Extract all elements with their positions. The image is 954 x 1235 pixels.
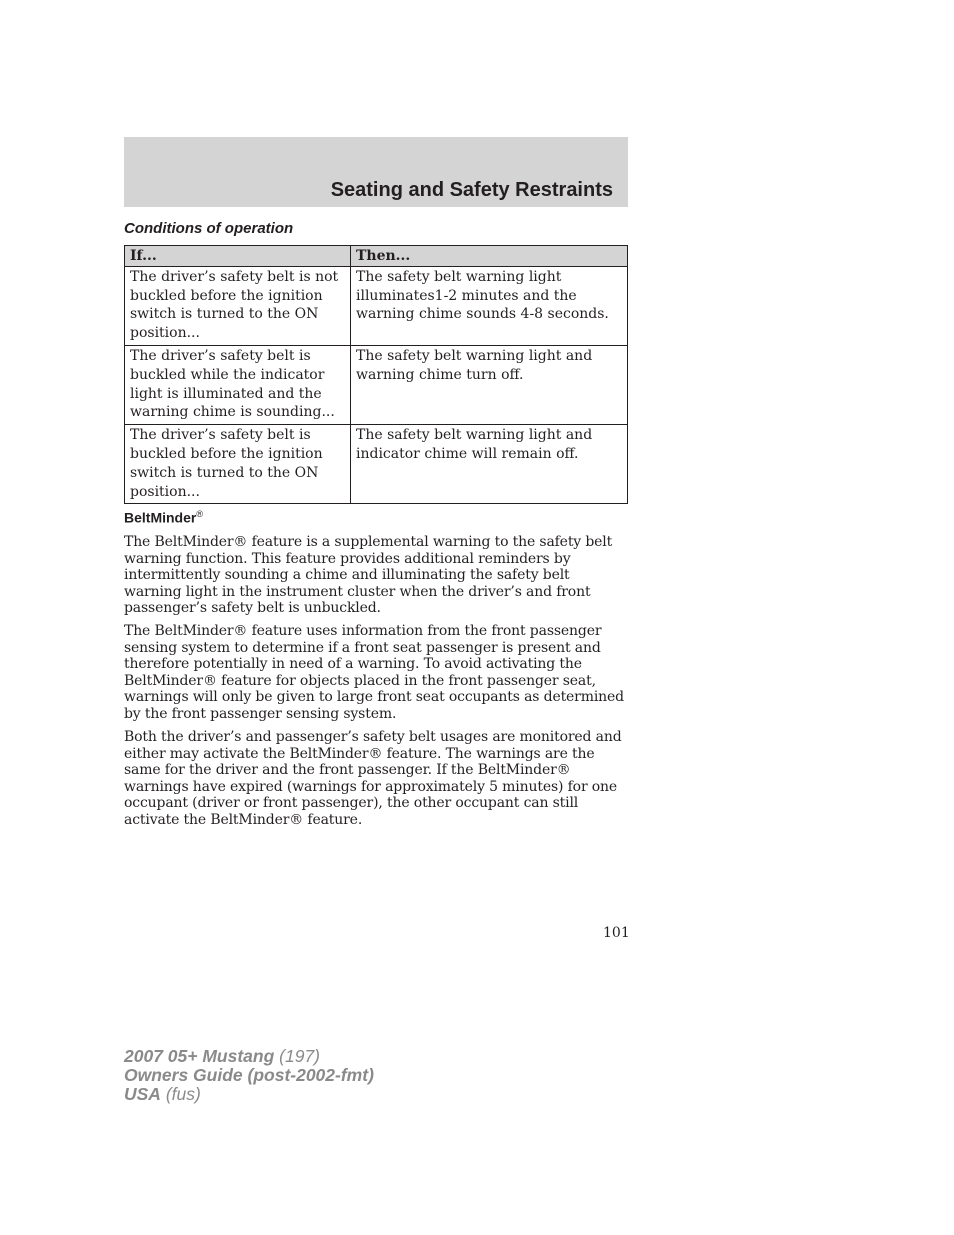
table-cell-if: The driver’s safety belt is not buckled before the ignition switch is turned to the ON position...	[125, 266, 351, 345]
column-header-then: Then...	[351, 246, 628, 267]
section-title: Seating and Safety Restraints	[330, 179, 613, 201]
table-cell-if: The driver’s safety belt is buckled before the ignition switch is turned to the ON position...	[125, 425, 351, 504]
table-cell-if: The driver’s safety belt is buckled while the indicator light is illuminated and the warning chime is sounding...	[125, 345, 351, 424]
table-cell-then: The safety belt warning light illuminates1-2 minutes and the warning chime sounds 4-8 seconds.	[351, 266, 628, 345]
table-header-row	[125, 246, 628, 267]
document-footer	[124, 1047, 374, 1104]
footer-line-3	[124, 1085, 374, 1104]
registered-mark: ®	[196, 509, 203, 519]
table-row	[125, 266, 628, 345]
column-header-if: If...	[125, 246, 351, 267]
footer-line-1	[124, 1047, 374, 1066]
footer-model-code: (197)	[279, 1046, 321, 1066]
footer-guide: Owners Guide (post-2002-fmt)	[124, 1065, 374, 1085]
footer-line-2	[124, 1066, 374, 1085]
conditions-heading: Conditions of operation	[124, 220, 294, 237]
beltminder-paragraph-3: Both the driver’s and passenger’s safety belt usages are monitored and either may activate the BeltMinder® feature. The warnings are the same for the driver and the front passenger. If the BeltMinder® warnings have expired (warnings for approximately 5 minutes) for one occupant (driver or front passenger), the other occupant can still activate the BeltMinder® feature.	[124, 729, 622, 828]
table-row	[125, 345, 628, 424]
footer-model: 2007 05+ Mustang	[124, 1046, 275, 1066]
section-header-band	[124, 137, 628, 207]
footer-market: USA	[124, 1084, 161, 1104]
beltminder-heading	[124, 509, 203, 526]
table-row	[125, 425, 628, 504]
beltminder-paragraph-1: The BeltMinder® feature is a supplemental warning to the safety belt warning function. This feature provides additional reminders by intermittently sounding a chime and illuminating the safety belt warning light in the instrument cluster when the driver’s and front passenger’s safety belt is unbuckled.	[124, 534, 613, 617]
page-number: 101	[603, 925, 630, 941]
footer-market-code: (fus)	[165, 1084, 201, 1104]
table-cell-then: The safety belt warning light and warning chime turn off.	[351, 345, 628, 424]
table-cell-then: The safety belt warning light and indicator chime will remain off.	[351, 425, 628, 504]
beltminder-heading-text: BeltMinder	[124, 509, 197, 526]
conditions-table	[124, 245, 628, 504]
beltminder-paragraph-2: The BeltMinder® feature uses information from the front passenger sensing system to determine if a front seat passenger is present and therefore potentially in need of a warning. To avoid activating the BeltMinder® feature for objects placed in the front passenger seat, warnings will only be given to large front seat occupants as determined by the front passenger sensing system.	[124, 623, 624, 722]
